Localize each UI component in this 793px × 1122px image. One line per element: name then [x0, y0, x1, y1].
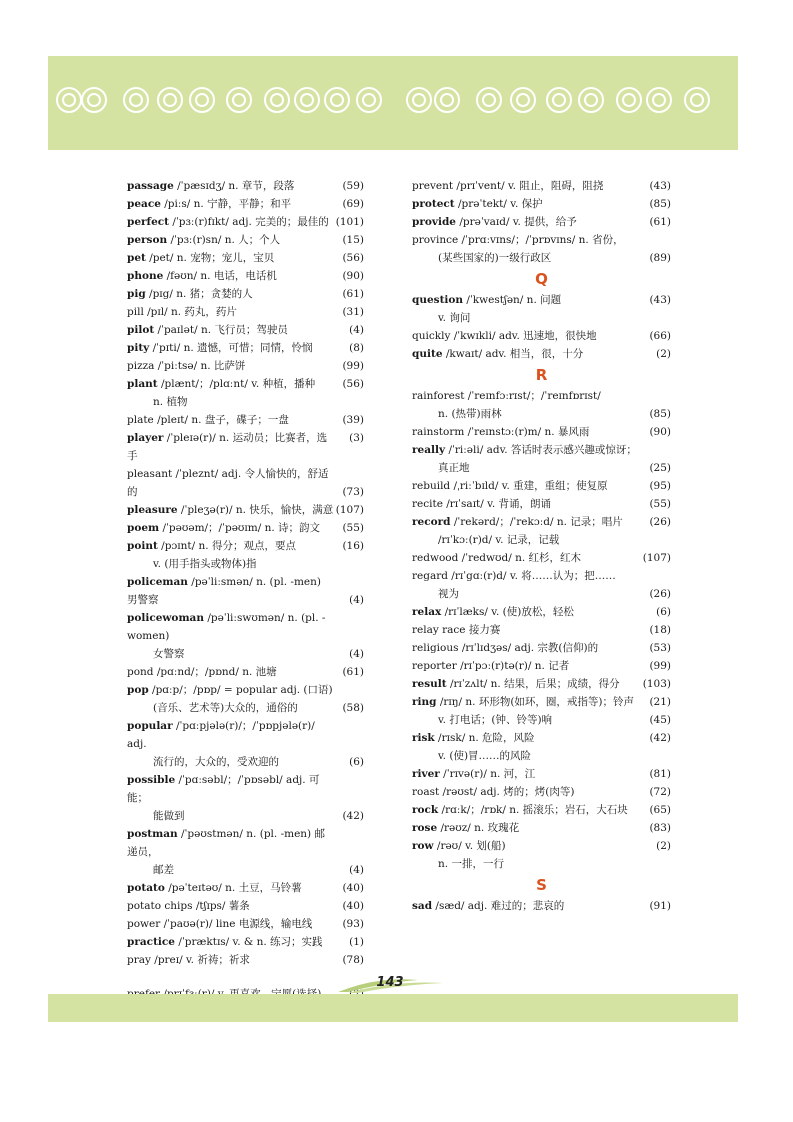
entry-headword: regard: [412, 570, 448, 582]
entry-definition: /ˈpɪti/ n. 遗憾，可惜；同情，怜悯: [149, 342, 313, 354]
entry-unit-number: (91): [649, 900, 671, 912]
entry-continuation: 流行的，大众的，受欢迎的: [153, 756, 279, 768]
glossary-entry: [412, 213, 671, 231]
entry-headword: policeman: [127, 576, 188, 588]
glossary-entry: [412, 195, 671, 213]
entry-definition: /rɪˈpɔː(r)tə(r)/ n. 记者: [456, 660, 570, 672]
entry-headword: pill: [127, 306, 144, 318]
entry-headword: plate: [127, 414, 154, 426]
entry-definition: /pɪl/ n. 药丸，药片: [143, 306, 237, 318]
glossary-entry: [127, 897, 364, 915]
entry-unit-number: (4): [349, 324, 364, 336]
entry-unit-number-second: (45): [649, 714, 671, 726]
entry-unit-number: (42): [342, 810, 364, 822]
entry-headword: sad: [412, 900, 433, 912]
entry-unit-number: (61): [342, 666, 364, 678]
entry-unit-number: (4): [349, 864, 364, 876]
entry-headword: rainforest: [412, 390, 465, 402]
entry-unit-number: (99): [649, 660, 671, 672]
entry-headword: peace: [127, 198, 161, 210]
entry-headword: risk: [412, 732, 435, 744]
glossary-entry: [412, 495, 671, 513]
entry-definition: /ˈpleɪə(r)/ n. 运动员；比赛者，选手: [127, 432, 328, 462]
entry-headword: ring: [412, 696, 437, 708]
entry-definition: /fəʊn/ n. 电话，电话机: [163, 270, 277, 282]
circle-ornament-icon: [476, 87, 502, 113]
glossary-entry: [127, 177, 364, 195]
circle-ornament-icon: [578, 87, 604, 113]
entry-unit-number: (43): [649, 294, 671, 306]
entry-headword: possible: [127, 774, 176, 786]
entry-definition: /piːs/ n. 宁静，平静；和平: [160, 198, 292, 210]
entry-headword: pilot: [127, 324, 155, 336]
entry-headword: river: [412, 768, 440, 780]
entry-headword: phone: [127, 270, 164, 282]
glossary-entry: [127, 357, 364, 375]
entry-unit-number: (72): [649, 786, 671, 798]
entry-unit-number: (40): [342, 882, 364, 894]
entry-unit-number: (61): [649, 216, 671, 228]
glossary-entry: [412, 231, 671, 267]
glossary-entry: [127, 375, 364, 411]
entry-definition: 接力赛: [465, 624, 501, 636]
entry-continuation: 女警察: [153, 648, 185, 660]
glossary-entry: [412, 387, 671, 423]
entry-unit-number: (55): [649, 498, 671, 510]
entry-headword: result: [412, 678, 447, 690]
footer-banner: [48, 994, 738, 1022]
entry-definition: /ˈpæsɪdʒ/ n. 章节，段落: [173, 180, 295, 192]
glossary-entry: [127, 501, 364, 519]
entry-headword: protect: [412, 198, 455, 210]
glossary-entry: [127, 915, 364, 933]
entry-definition: /rɪˈzʌlt/ n. 结果，后果；成绩，得分: [446, 678, 620, 690]
entry-headword: relax: [412, 606, 442, 618]
entry-definition: /rɪˈsaɪt/ v. 背诵，朗诵: [442, 498, 552, 510]
entry-unit-number: (4): [349, 594, 364, 606]
entry-headword: row: [412, 840, 434, 852]
entry-continuation: v. (用手指头或物体)指: [153, 558, 257, 570]
circle-ornament-icon: [81, 87, 107, 113]
entry-unit-number: (15): [342, 234, 364, 246]
glossary-entry: [412, 327, 671, 345]
entry-definition: /ˈpɜː(r)sn/ n. 人；个人: [167, 234, 281, 246]
glossary-entry: [127, 231, 364, 249]
circle-ornament-icon: [356, 87, 382, 113]
entry-unit-number: (56): [342, 252, 364, 264]
entry-unit-number: (90): [649, 426, 671, 438]
glossary-entry: [127, 717, 364, 771]
entry-definition: /ˈpɑːsəbl/；/ˈpɒsəbl/ adj. 可能；: [127, 774, 320, 804]
entry-unit-number: (2): [656, 840, 671, 852]
entry-unit-number: (78): [342, 954, 364, 966]
section-letter: Q: [535, 270, 548, 288]
circle-ornament-icon: [264, 87, 290, 113]
entry-definition: /rəʊ/ v. 划(船): [433, 840, 506, 852]
entry-definition: /kwaɪt/ adv. 相当，很，十分: [442, 348, 584, 360]
circle-ornament-icon: [123, 87, 149, 113]
glossary-entry: [127, 609, 364, 663]
entry-unit-number: (73): [342, 486, 364, 498]
section-letter: R: [535, 366, 548, 384]
section-letter: S: [536, 876, 547, 894]
glossary-entry: [127, 933, 364, 951]
entry-headword: policewoman: [127, 612, 204, 624]
glossary-entry: [412, 513, 671, 549]
entry-continuation: 邮差: [153, 864, 174, 876]
entry-continuation: 能做到: [153, 810, 185, 822]
entry-unit-number: (95): [649, 480, 671, 492]
entry-headword: potato chips: [127, 900, 193, 912]
entry-headword: practice: [127, 936, 175, 948]
entry-headword: province: [412, 234, 459, 246]
entry-definition: /ˈreɪnstɔː(r)m/ n. 暴风雨: [464, 426, 590, 438]
entry-unit-number: (85): [649, 408, 671, 420]
entry-headword: provide: [412, 216, 456, 228]
circle-ornament-icon: [56, 87, 82, 113]
entry-unit-number: (59): [342, 180, 364, 192]
entry-definition: /ˈpleznt/ adj. 令人愉快的，舒适的: [127, 468, 329, 498]
glossary-entry: [412, 897, 671, 915]
entry-headword: point: [127, 540, 158, 552]
glossary-entry: [412, 567, 671, 603]
entry-definition: /pet/ n. 宠物；宠儿，宝贝: [145, 252, 275, 264]
entry-definition: /ˈpəʊəm/；/ˈpəʊɪm/ n. 诗；韵文: [159, 522, 321, 534]
entry-definition: /pleɪt/ n. 盘子，碟子；一盘: [153, 414, 289, 426]
glossary-entry: [412, 837, 671, 873]
entry-continuation: v. (使)冒……的风险: [438, 750, 532, 762]
entry-headword: power: [127, 918, 161, 930]
entry-headword: perfect: [127, 216, 169, 228]
entry-continuation: n. 植物: [153, 396, 188, 408]
entry-definition: /ˈpræktɪs/ v. & n. 练习；实践: [174, 936, 323, 948]
entry-definition: /ˈpaʊə(r)/ line 电源线，输电线: [160, 918, 313, 930]
circle-ornament-icon: [546, 87, 572, 113]
entry-headword: quickly: [412, 330, 451, 342]
glossary-entry: [127, 249, 364, 267]
circle-ornament-icon: [510, 87, 536, 113]
glossary-entry: [412, 675, 671, 693]
entry-headword: really: [412, 444, 446, 456]
glossary-entry: [412, 549, 671, 567]
entry-unit-number: (21): [649, 696, 671, 708]
glossary-entry: [127, 951, 364, 969]
glossary-entry: [127, 213, 364, 231]
entry-continuation: n. (热带)雨林: [438, 408, 502, 420]
glossary-entry: [412, 819, 671, 837]
entry-unit-number: (58): [342, 702, 364, 714]
glossary-entry: [127, 771, 364, 825]
entry-headword: pray: [127, 954, 151, 966]
glossary-entry: [127, 573, 364, 609]
entry-unit-number: (66): [649, 330, 671, 342]
entry-headword: rebuild: [412, 480, 451, 492]
glossary-entry: [127, 681, 364, 717]
circle-ornament-icon: [616, 87, 642, 113]
circle-ornament-icon: [646, 87, 672, 113]
entry-headword: poem: [127, 522, 160, 534]
entry-headword: postman: [127, 828, 178, 840]
entry-headword: pleasant: [127, 468, 173, 480]
glossary-entry: [127, 429, 364, 465]
entry-unit-number: (85): [649, 198, 671, 210]
entry-unit-number: (69): [342, 198, 364, 210]
entry-unit-number: (103): [642, 678, 671, 690]
entry-headword: redwood: [412, 552, 459, 564]
entry-definition: /ˈreɪnfɔːrɪst/；/ˈreɪnfɒrɪst/: [464, 390, 601, 402]
entry-headword: question: [412, 294, 464, 306]
entry-definition: /plænt/；/plɑːnt/ v. 种植，播种: [157, 378, 316, 390]
entry-headword: prevent: [412, 180, 454, 192]
entry-definition: /tʃɪps/ 薯条: [192, 900, 250, 912]
entry-definition: /pəˈliːsmən/ n. (pl. -men) 男警察: [127, 576, 321, 606]
entry-definition: /ˈrɪvə(r)/ n. 河，江: [439, 768, 536, 780]
entry-definition: /ˈpaɪlət/ n. 飞行员；驾驶员: [154, 324, 288, 336]
entry-definition: /ˈprɑːvɪns/；/ˈprɒvɪns/ n. 省份，: [458, 234, 624, 246]
glossary-entry: [127, 285, 364, 303]
entry-headword: record: [412, 516, 451, 528]
entry-definition: /preɪ/ v. 祈祷；祈求: [150, 954, 250, 966]
entry-definition: /rɪˈlɪdʒəs/ adj. 宗教(信仰)的: [458, 642, 599, 654]
entry-continuation: v. 打电话；(钟、铃等)响: [438, 714, 553, 726]
glossary-entry: [412, 177, 671, 195]
glossary-entry: [412, 621, 671, 639]
glossary-entry: [127, 195, 364, 213]
circle-ornament-icon: [684, 87, 710, 113]
circle-ornament-icon: [294, 87, 320, 113]
circle-ornament-icon: [406, 87, 432, 113]
glossary-entry: [127, 267, 364, 285]
glossary-entry: [127, 465, 364, 501]
entry-definition: /ˈrekərd/；/ˈrekɔːd/ n. 记录；唱片: [450, 516, 623, 528]
entry-headword: rose: [412, 822, 438, 834]
entry-unit-number: (31): [342, 306, 364, 318]
entry-definition: /prəˈtekt/ v. 保护: [454, 198, 543, 210]
entry-unit-number: (81): [649, 768, 671, 780]
entry-unit-number: (101): [335, 216, 364, 228]
entry-definition: /pɑːp/；/pɒp/ = popular adj. (口语): [148, 684, 333, 696]
entry-headword: reporter: [412, 660, 457, 672]
glossary-entry: [412, 801, 671, 819]
glossary-entry: [412, 423, 671, 441]
entry-continuation: 视为: [438, 588, 459, 600]
entry-unit-number: (99): [342, 360, 364, 372]
entry-unit-number: (4): [349, 648, 364, 660]
entry-headword: pity: [127, 342, 150, 354]
entry-unit-number: (56): [342, 378, 364, 390]
entry-continuation: v. 询问: [438, 312, 471, 324]
entry-definition: /ˌriːˈbɪld/ v. 重建，重组；使复原: [450, 480, 608, 492]
entry-unit-number: (89): [649, 252, 671, 264]
entry-definition: /pəˈteɪtəʊ/ n. 土豆，马铃薯: [164, 882, 302, 894]
entry-continuation: n. 一排，一行: [438, 858, 504, 870]
right-column: [412, 177, 671, 915]
entry-definition: /ˈkwɪkli/ adv. 迅速地，很快地: [450, 330, 597, 342]
page-number: 143: [376, 975, 404, 990]
entry-unit-number: (40): [342, 900, 364, 912]
entry-unit-number: (1): [349, 936, 364, 948]
entry-headword: rainstorm: [412, 426, 465, 438]
entry-headword: roast: [412, 786, 440, 798]
entry-unit-number: (107): [335, 504, 364, 516]
entry-unit-number: (53): [649, 642, 671, 654]
entry-continuation: (某些国家的)一级行政区: [438, 252, 552, 264]
glossary-entry: [412, 441, 671, 477]
entry-definition: /rɪsk/ n. 危险，风险: [434, 732, 535, 744]
entry-definition: /pɪg/ n. 猪；贪婪的人: [145, 288, 253, 300]
glossary-entry: [412, 765, 671, 783]
glossary-entry: [412, 603, 671, 621]
entry-unit-number: (65): [649, 804, 671, 816]
glossary-entry: [412, 477, 671, 495]
entry-unit-number: (18): [649, 624, 671, 636]
entry-headword: player: [127, 432, 164, 444]
entry-unit-number: (6): [656, 606, 671, 618]
entry-definition: /ˈpiːtsə/ n. 比萨饼: [154, 360, 246, 372]
entry-definition: /pɔɪnt/ n. 得分；观点，要点: [157, 540, 296, 552]
entry-continuation: (音乐、艺术等)大众的，通俗的: [153, 702, 298, 714]
entry-unit-number: (39): [342, 414, 364, 426]
glossary-entry: [412, 657, 671, 675]
entry-headword: pig: [127, 288, 146, 300]
entry-definition: /rəʊz/ n. 玫瑰花: [437, 822, 520, 834]
glossary-entry: [127, 303, 364, 321]
entry-headword: passage: [127, 180, 174, 192]
entry-definition: /ˈredwʊd/ n. 红杉，红木: [458, 552, 582, 564]
entry-definition: /rɑːk/；/rɒk/ n. 摇滚乐；岩石，大石块: [438, 804, 628, 816]
entry-unit-number: (26): [649, 588, 671, 600]
glossary-entry: [412, 729, 671, 765]
entry-definition: /sæd/ adj. 难过的；悲哀的: [432, 900, 565, 912]
circle-ornament-icon: [434, 87, 460, 113]
glossary-entry: [127, 825, 364, 879]
entry-unit-number: (93): [342, 918, 364, 930]
glossary-entry: [127, 339, 364, 357]
glossary-entry: [127, 663, 364, 681]
circle-ornament-icon: [157, 87, 183, 113]
entry-definition: /pɑːnd/；/pɒnd/ n. 池塘: [153, 666, 277, 678]
left-column: [127, 177, 364, 1021]
glossary-entry: [127, 537, 364, 573]
entry-headword: plant: [127, 378, 158, 390]
entry-definition: /rɪˈlæks/ v. (使)放松，轻松: [441, 606, 574, 618]
entry-headword: rock: [412, 804, 439, 816]
entry-headword: relay race: [412, 624, 466, 636]
entry-definition: /prɪˈvent/ v. 阻止，阻碍，阻挠: [453, 180, 604, 192]
entry-unit-number: (2): [656, 348, 671, 360]
circle-ornament-icon: [324, 87, 350, 113]
entry-definition: /ˈpɜː(r)fɪkt/ adj. 完美的；最佳的: [169, 216, 329, 228]
entry-definition: /ˈriːəli/ adv. 答话时表示感兴趣或惊讶；: [445, 444, 637, 456]
entry-definition: /rəʊst/ adj. 烤的；烤(肉等): [439, 786, 575, 798]
glossary-entry: [412, 345, 671, 363]
entry-unit-number: (55): [342, 522, 364, 534]
header-circle-decoration: [56, 87, 736, 117]
entry-unit-number: (42): [649, 732, 671, 744]
entry-headword: potato: [127, 882, 165, 894]
glossary-entry: [127, 411, 364, 429]
glossary-entry: [127, 321, 364, 339]
entry-unit-number: (3): [349, 432, 364, 444]
entry-unit-number: (83): [649, 822, 671, 834]
entry-unit-number: (90): [342, 270, 364, 282]
entry-unit-number: (26): [649, 516, 671, 528]
entry-unit-number: (8): [349, 342, 364, 354]
entry-headword: pleasure: [127, 504, 178, 516]
entry-unit-number: (25): [649, 462, 671, 474]
entry-headword: pet: [127, 252, 146, 264]
entry-definition: /rɪˈgɑː(r)d/ v. 将……认为；把……: [447, 570, 616, 582]
entry-definition: /ˈkwestʃən/ n. 问题: [463, 294, 562, 306]
entry-headword: popular: [127, 720, 173, 732]
entry-definition: /ˈpəʊstmən/ n. (pl. -men) 邮递员，: [127, 828, 325, 858]
glossary-entry: [412, 639, 671, 657]
entry-unit-number: (16): [342, 540, 364, 552]
entry-headword: person: [127, 234, 168, 246]
entry-continuation: 真正地: [438, 462, 470, 474]
circle-ornament-icon: [226, 87, 252, 113]
glossary-entry: [412, 291, 671, 327]
entry-continuation: /rɪˈkɔː(r)d/ v. 记录，记载: [438, 534, 560, 546]
entry-headword: pop: [127, 684, 149, 696]
entry-definition: /rɪŋ/ n. 环形物(如环，圈，戒指等)；铃声: [436, 696, 635, 708]
glossary-entry: [412, 693, 671, 729]
entry-definition: /ˈpleʒə(r)/ n. 快乐，愉快，满意: [177, 504, 334, 516]
entry-unit-number: (6): [349, 756, 364, 768]
entry-unit-number: (107): [642, 552, 671, 564]
entry-definition: /ˈpɑːpjələ(r)/；/ˈpɒpjələ(r)/ adj.: [127, 720, 315, 750]
entry-unit-number: (43): [649, 180, 671, 192]
circle-ornament-icon: [189, 87, 215, 113]
entry-definition: /prəˈvaɪd/ v. 提供，给予: [456, 216, 577, 228]
entry-headword: recite: [412, 498, 443, 510]
glossary-entry: [127, 519, 364, 537]
entry-headword: religious: [412, 642, 459, 654]
entry-unit-number: (61): [342, 288, 364, 300]
glossary-entry: [127, 879, 364, 897]
glossary-entry: [412, 783, 671, 801]
entry-definition: /pəˈliːswʊmən/ n. (pl. -women): [127, 612, 326, 642]
entry-headword: pond: [127, 666, 154, 678]
entry-headword: quite: [412, 348, 443, 360]
entry-headword: pizza: [127, 360, 155, 372]
